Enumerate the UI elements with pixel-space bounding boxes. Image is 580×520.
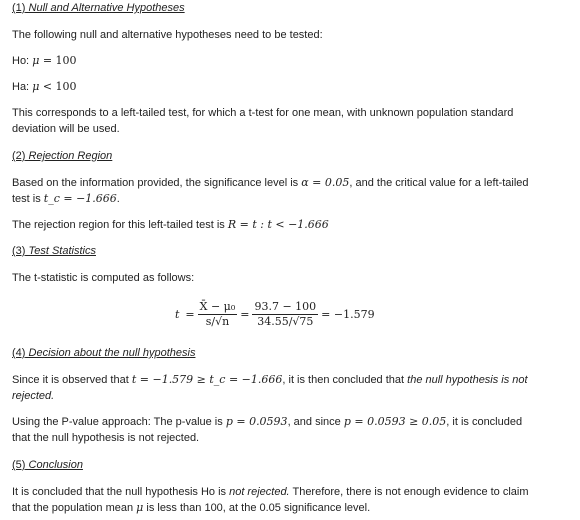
rejection-region-expression: R = t : t < −1.666 bbox=[227, 218, 329, 231]
text-run: , it is concluded that the null hypothesis is not rejected. bbox=[12, 416, 523, 444]
text-run: , and since bbox=[287, 416, 344, 428]
text-run: Using the P-value approach: The p-value is bbox=[12, 416, 226, 428]
section-title: Null and Alternative Hypotheses bbox=[28, 2, 185, 14]
alternative-hypothesis bbox=[12, 79, 542, 95]
alt-hypothesis-label: Ha: bbox=[12, 81, 33, 93]
section-heading-test-statistics bbox=[12, 243, 96, 259]
text-run: . bbox=[116, 193, 120, 205]
test-description: This corresponds to a left-tailed test, for which a t-test for one mean, with unknown population standard deviation will be used. bbox=[12, 107, 514, 135]
null-hypothesis-value: = 100 bbox=[39, 54, 77, 67]
fraction-numerator: 93.7 − 100 bbox=[254, 300, 317, 313]
formula-fraction-numeric bbox=[252, 300, 318, 329]
section-number: (1) bbox=[12, 2, 26, 14]
mu-symbol: μ bbox=[32, 54, 40, 67]
section-title: Test Statistics bbox=[28, 245, 96, 257]
section-heading-decision bbox=[12, 345, 195, 361]
section-number: (4) bbox=[12, 347, 26, 359]
critical-value-paragraph bbox=[12, 175, 542, 207]
hypotheses-intro: The following null and alternative hypotheses need to be tested: bbox=[12, 29, 323, 41]
text-run: Based on the information provided, the significance level is bbox=[12, 177, 302, 189]
null-hypothesis-label: Ho: bbox=[12, 55, 33, 67]
p-value-expression: p = 0.0593 bbox=[225, 415, 288, 428]
section-number: (2) bbox=[12, 150, 26, 162]
decision-paragraph bbox=[12, 372, 542, 404]
alt-hypothesis-value: < 100 bbox=[39, 80, 77, 93]
formula-fraction-symbolic bbox=[198, 300, 238, 329]
mu-symbol: μ bbox=[136, 501, 144, 514]
formula-result: = −1.579 bbox=[321, 307, 375, 321]
t-statistic-intro: The t-statistic is computed as follows: bbox=[12, 272, 195, 284]
text-run: , it is then concluded that bbox=[282, 374, 408, 386]
mu-symbol: μ bbox=[32, 80, 40, 93]
p-value-paragraph bbox=[12, 414, 542, 446]
section-title: Decision about the null hypothesis bbox=[28, 347, 196, 359]
text-run: The rejection region for this left-tailed test is bbox=[12, 219, 228, 231]
text-run: Since it is observed that bbox=[12, 374, 132, 386]
conclusion-italic: not rejected. bbox=[229, 486, 290, 498]
section-heading-conclusion bbox=[12, 457, 83, 473]
rejection-region-paragraph bbox=[12, 217, 542, 233]
fraction-denominator: s/√n bbox=[205, 315, 230, 328]
alpha-expression: α = 0.05 bbox=[301, 176, 350, 189]
text-run: Therefore, there is not enough evidence to claim that the population mean bbox=[12, 486, 529, 514]
null-hypothesis bbox=[12, 53, 542, 69]
decision-italic: the null hypothesis is not rejected. bbox=[12, 374, 528, 402]
section-number: (5) bbox=[12, 459, 26, 471]
decision-expression: t = −1.579 ≥ t_c = −1.666 bbox=[131, 373, 283, 386]
section-title: Conclusion bbox=[28, 459, 83, 471]
t-statistic-formula: t = $\frac{\text{X̄ − μ₀}}{s/√n}$ = $\frac{93.7 - 100}{34.55/√75}$ = −1.579 bbox=[172, 300, 412, 334]
section-number: (3) bbox=[12, 245, 26, 257]
section-heading-hypotheses bbox=[12, 0, 185, 16]
section-heading-rejection-region bbox=[12, 148, 112, 164]
fraction-denominator: 34.55/√75 bbox=[257, 315, 314, 328]
fraction-numerator: X̄ − μ₀ bbox=[199, 300, 236, 313]
text-run: It is concluded that the null hypothesis Ho is bbox=[12, 486, 230, 498]
conclusion-paragraph bbox=[12, 484, 542, 516]
section-title: Rejection Region bbox=[28, 150, 113, 162]
formula-t-symbol: t bbox=[175, 307, 180, 321]
text-run: is less than 100, at the 0.05 significance level. bbox=[143, 502, 371, 514]
critical-value-expression: t_c = −1.666 bbox=[43, 192, 117, 205]
p-value-comparison: p = 0.0593 ≥ 0.05 bbox=[343, 415, 447, 428]
text-run: , and the critical value for a left-tailed test is bbox=[12, 177, 529, 205]
